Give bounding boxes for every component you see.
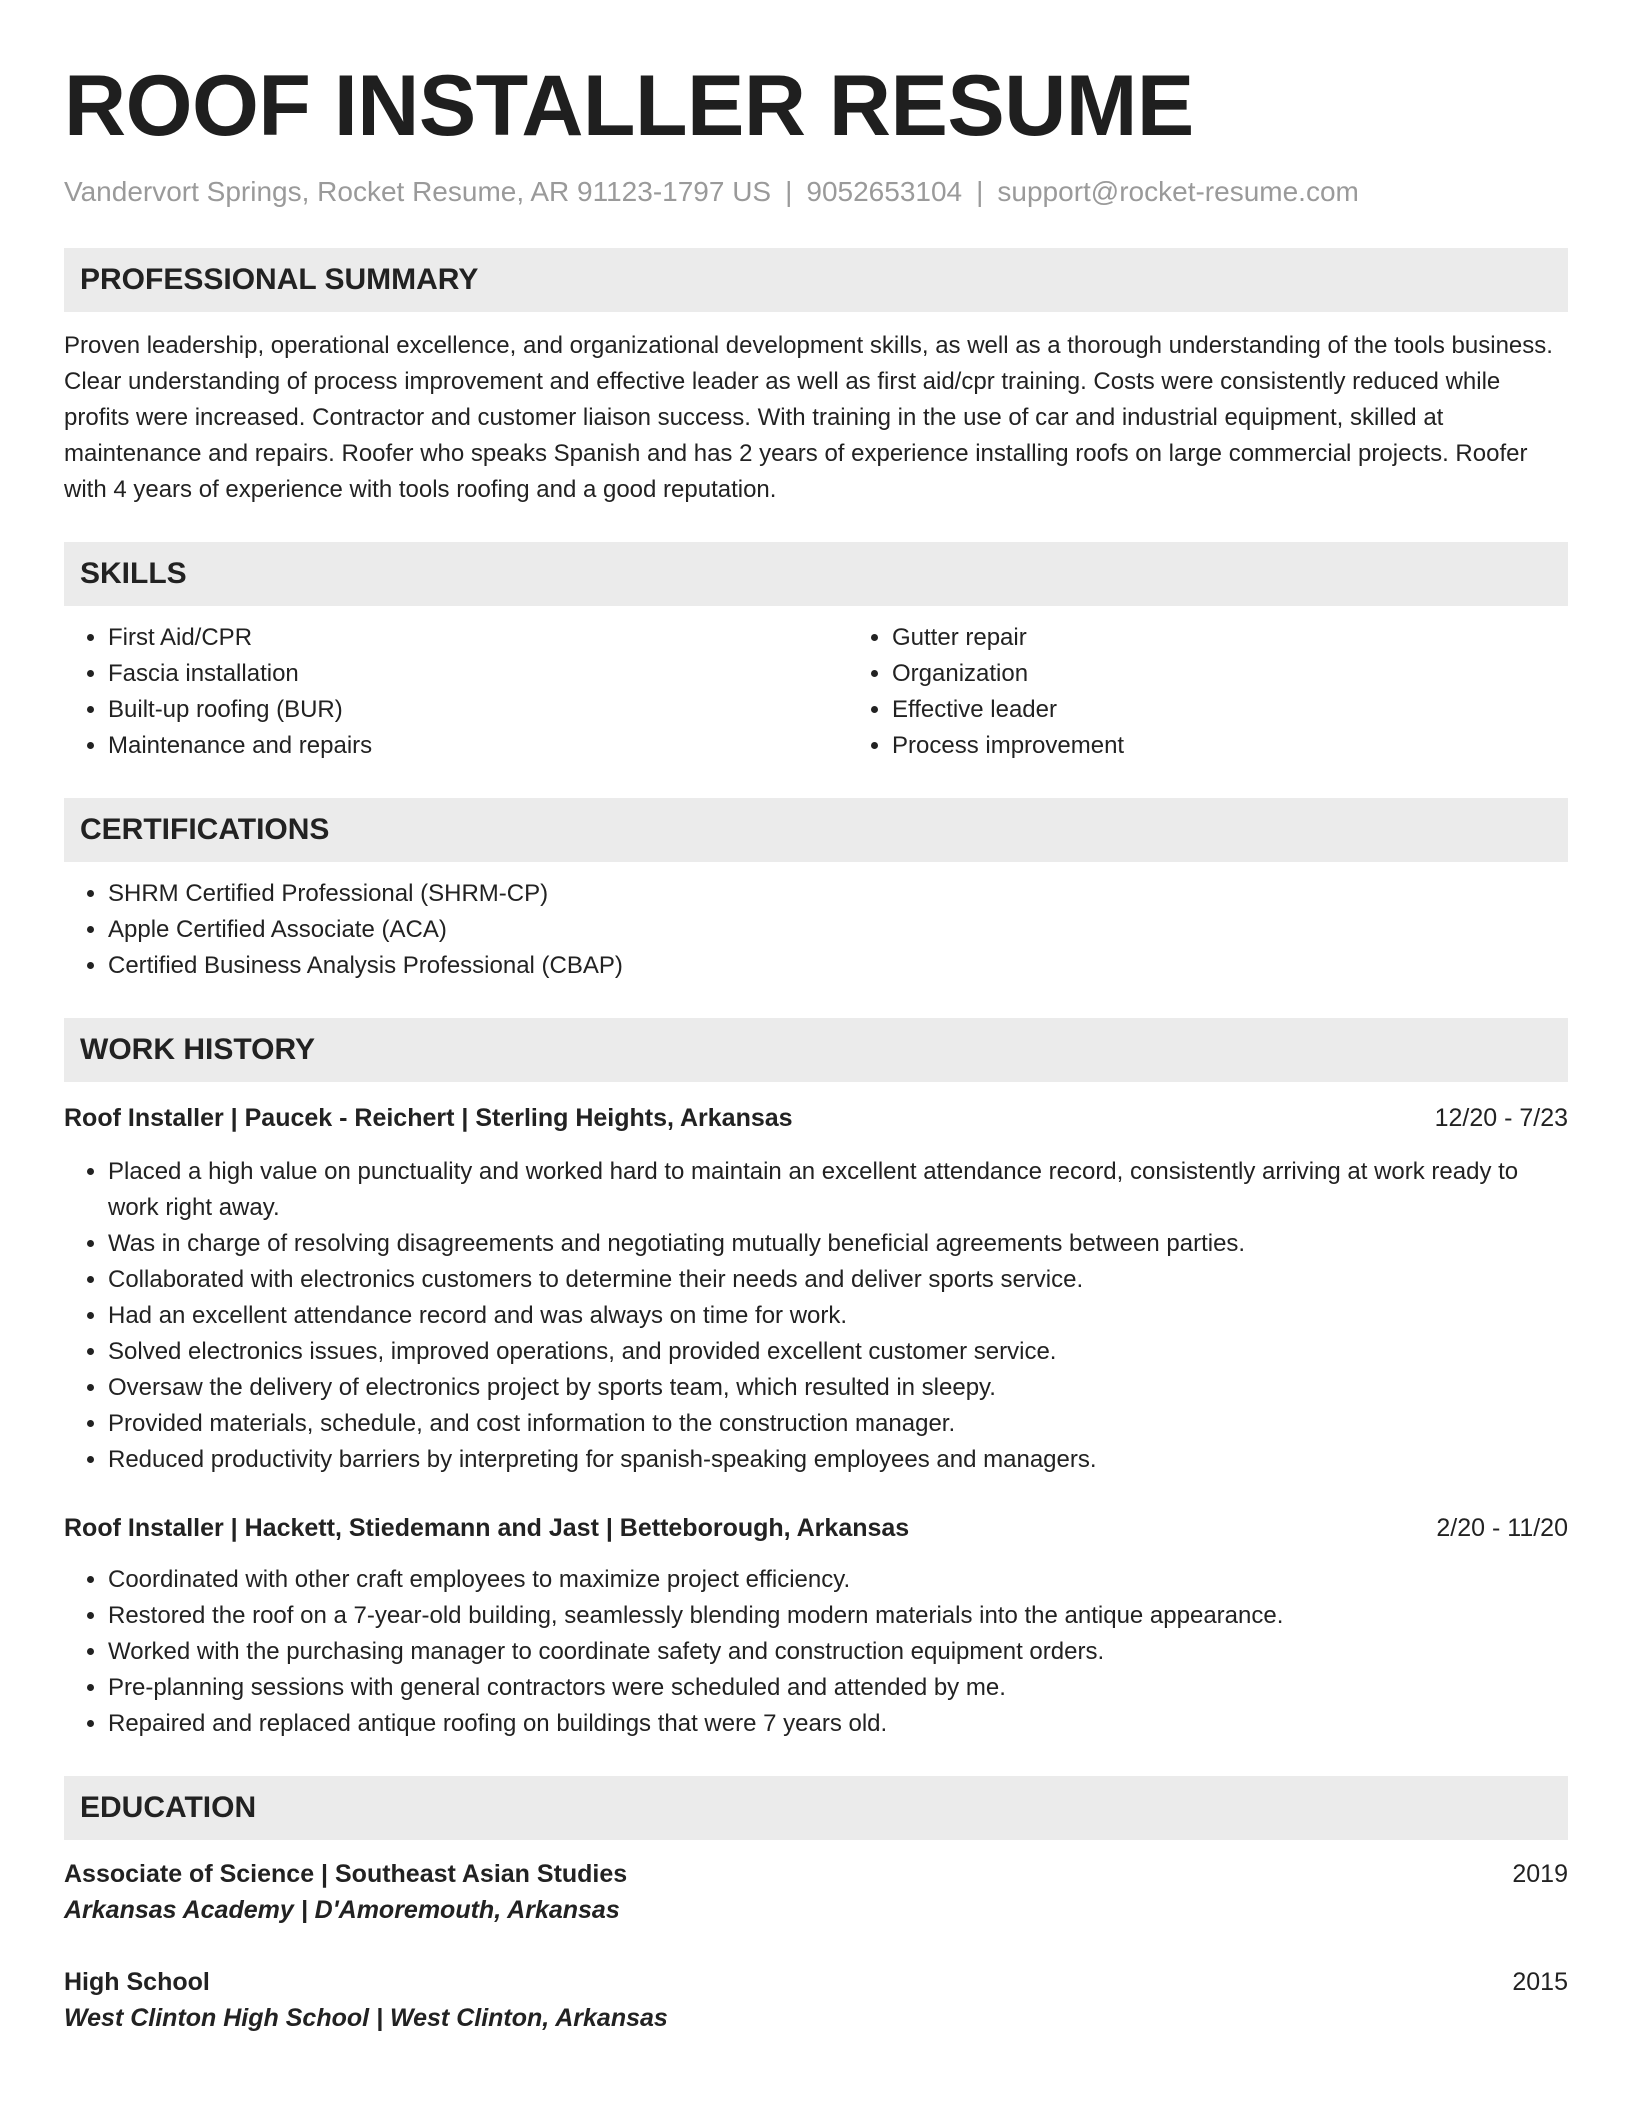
skill-item: • Gutter repair xyxy=(892,620,1632,656)
certification-item: • Certified Business Analysis Professional (CBAP) xyxy=(108,948,1568,984)
job-bullet: • Coordinated with other craft employees to maximize project efficiency. xyxy=(108,1562,1568,1598)
job-bullet: • Pre-planning sessions with general contractors were scheduled and attended by me. xyxy=(108,1670,1568,1706)
job-bullet: • Repaired and replaced antique roofing on buildings that were 7 years old. xyxy=(108,1706,1568,1742)
job-bullet: • Provided materials, schedule, and cost information to the construction manager. xyxy=(108,1406,1568,1442)
job-title: Roof Installer | Paucek - Reichert | Sterling Heights, Arkansas xyxy=(64,1104,793,1132)
job-title: Roof Installer | Hackett, Stiedemann and Jast | Betteborough, Arkansas xyxy=(64,1514,910,1542)
skill-item: • Maintenance and repairs xyxy=(108,728,848,764)
skills-columns xyxy=(64,620,1568,764)
contact-separator: | xyxy=(976,176,984,207)
skill-item: • Effective leader xyxy=(892,692,1632,728)
section-heading-education: EDUCATION xyxy=(64,1776,1568,1840)
skill-item: • Organization xyxy=(892,656,1632,692)
certifications-list xyxy=(64,876,1568,984)
skill-item: • Process improvement xyxy=(892,728,1632,764)
job-bullet: • Solved electronics issues, improved operations, and provided excellent customer service. xyxy=(108,1334,1568,1370)
skill-item: • First Aid/CPR xyxy=(108,620,848,656)
education-header xyxy=(64,1856,1568,1892)
section-heading-summary: PROFESSIONAL SUMMARY xyxy=(64,248,1568,312)
job-bullet: • Had an excellent attendance record and was always on time for work. xyxy=(108,1298,1568,1334)
education-school: Arkansas Academy | D'Amoremouth, Arkansas xyxy=(64,1896,620,1924)
contact-line xyxy=(64,174,1568,210)
education-header xyxy=(64,1964,1568,2000)
resume-title: ROOF INSTALLER RESUME xyxy=(64,58,1194,154)
contact-email: support@rocket-resume.com xyxy=(997,176,1359,207)
job-bullet: • Was in charge of resolving disagreements and negotiating mutually beneficial agreements between parties. xyxy=(108,1226,1568,1262)
education-year: 2019 xyxy=(1512,1860,1568,1888)
summary-text: Proven leadership, operational excellence, and organizational development skills, as well as a thorough understanding of the tools business. Clear understanding of process improvement and effective leader as well as first aid/cpr training. Costs were consistently reduced while profits were increased. Contractor and customer liaison success. With training in the use of car and industrial equipment, skilled at maintenance and repairs. Roofer who speaks Spanish and has 2 years of experience installing roofs on large commercial projects. Roofer with 4 years of experience with tools roofing and a good reputation. xyxy=(64,332,1553,503)
contact-phone: 9052653104 xyxy=(806,176,963,207)
job-dates: 12/20 - 7/23 xyxy=(1434,1104,1568,1132)
job-header xyxy=(64,1100,1568,1136)
contact-address: Vandervort Springs, Rocket Resume, AR 91123-1797 US xyxy=(64,176,772,207)
job-bullets xyxy=(64,1154,1568,1478)
skills-list-right xyxy=(848,620,1632,764)
job-header xyxy=(64,1510,1568,1546)
education-year: 2015 xyxy=(1512,1968,1568,1996)
section-heading-skills: SKILLS xyxy=(64,542,1568,606)
job-bullets xyxy=(64,1562,1568,1742)
job-bullet: • Reduced productivity barriers by interpreting for spanish-speaking employees and managers. xyxy=(108,1442,1568,1478)
education-school: West Clinton High School | West Clinton, Arkansas xyxy=(64,2004,668,2032)
job-bullet: • Placed a high value on punctuality and worked hard to maintain an excellent attendance record, consistently arriving at work ready to work right away. xyxy=(108,1154,1568,1226)
job-bullet: • Collaborated with electronics customers to determine their needs and deliver sports service. xyxy=(108,1262,1568,1298)
job-bullet: • Restored the roof on a 7-year-old building, seamlessly blending modern materials into the antique appearance. xyxy=(108,1598,1568,1634)
education-degree: Associate of Science | Southeast Asian Studies xyxy=(64,1860,628,1888)
skill-item: • Fascia installation xyxy=(108,656,848,692)
certification-item: • Apple Certified Associate (ACA) xyxy=(108,912,1568,948)
education-degree: High School xyxy=(64,1968,210,1996)
skills-list-left xyxy=(64,620,848,764)
certification-item: • SHRM Certified Professional (SHRM-CP) xyxy=(108,876,1568,912)
section-heading-work: WORK HISTORY xyxy=(64,1018,1568,1082)
job-bullet: • Worked with the purchasing manager to coordinate safety and construction equipment orders. xyxy=(108,1634,1568,1670)
job-bullet: • Oversaw the delivery of electronics project by sports team, which resulted in sleepy. xyxy=(108,1370,1568,1406)
section-heading-certifications: CERTIFICATIONS xyxy=(64,798,1568,862)
job-dates: 2/20 - 11/20 xyxy=(1436,1514,1568,1542)
contact-separator: | xyxy=(785,176,793,207)
skill-item: • Built-up roofing (BUR) xyxy=(108,692,848,728)
